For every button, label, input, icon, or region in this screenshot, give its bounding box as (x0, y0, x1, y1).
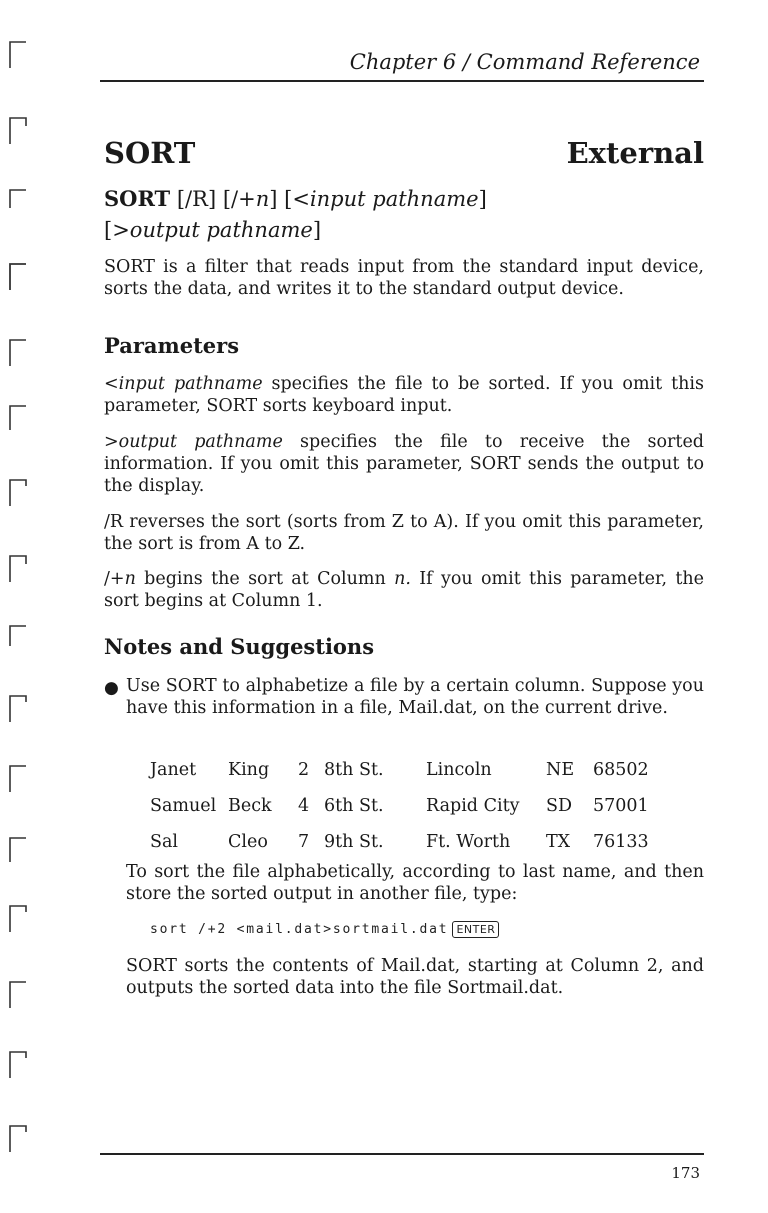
binding-mark (8, 1120, 34, 1154)
binding-mark (8, 900, 34, 934)
param-output: >output pathname specifies the file to receive the sorted information. If you omit this parameter, SORT sends the output to the display. (104, 432, 705, 496)
table-row: Janet King 2 8th St. Lincoln NE 68502 (150, 760, 649, 780)
binding-mark (8, 760, 34, 794)
result-text: SORT sorts the contents of Mail.dat, starting at Column 2, and outputs the sorted data into the file Sortmail.dat. (126, 956, 704, 998)
syntax-switch-r: [/R] (176, 187, 217, 211)
binding-mark (8, 112, 34, 146)
intro-paragraph: SORT is a filter that reads input from the standard input device, sorts the data, and writes it to the standard output device. (104, 257, 704, 299)
binding-mark (8, 184, 34, 218)
param-input: <input pathname specifies the file to be sorted. If you omit this parameter, SORT sorts keyboard input. (104, 374, 704, 416)
header-rule (100, 80, 704, 82)
command-type: External (566, 136, 704, 170)
bullet-icon: ● (104, 678, 119, 698)
binding-mark (8, 334, 34, 368)
param-reverse: /R reverses the sort (sorts from Z to A). If you omit this parameter, the sort is from A to Z. (104, 512, 704, 554)
table-row: Sal Cleo 7 9th St. Ft. Worth TX 76133 (150, 832, 649, 852)
command-syntax (104, 183, 704, 246)
page-number: 173 (671, 1164, 700, 1182)
sort-instruction: To sort the file alphabetically, according to last name, and then store the sorted output in another file, type: (126, 862, 704, 904)
enter-key-icon: ENTER (452, 921, 499, 938)
binding-mark (8, 690, 34, 724)
syntax-input: [<input pathname] (284, 187, 487, 211)
binding-mark (8, 618, 34, 652)
binding-mark (8, 550, 34, 584)
syntax-output: [>output pathname] (104, 218, 322, 242)
syntax-switch-n: [/+n] (222, 187, 278, 211)
binding-mark (8, 832, 34, 866)
notes-bullet-text: Use SORT to alphabetize a file by a certain column. Suppose you have this information in a file, Mail.dat, on the current drive. (126, 676, 704, 718)
command-example (150, 921, 499, 938)
binding-mark (8, 398, 34, 432)
running-header: Chapter 6 / Command Reference (349, 50, 700, 74)
mail-data-table (150, 752, 649, 860)
footer-rule (100, 1153, 704, 1155)
syntax-keyword: SORT (104, 186, 171, 211)
binding-mark (8, 976, 34, 1010)
notes-heading: Notes and Suggestions (104, 634, 375, 659)
binding-mark (8, 36, 34, 70)
param-column: /+n begins the sort at Column n. If you omit this parameter, the sort begins at Column 1. (104, 569, 705, 611)
command-example-text: sort /+2 <mail.dat>sortmail.dat (150, 922, 449, 937)
table-row: Samuel Beck 4 6th St. Rapid City SD 57001 (150, 796, 649, 816)
binding-mark (8, 1046, 34, 1080)
binding-mark (8, 258, 34, 292)
parameters-heading: Parameters (104, 333, 240, 358)
command-title: SORT (104, 136, 196, 170)
binding-mark (8, 474, 34, 508)
